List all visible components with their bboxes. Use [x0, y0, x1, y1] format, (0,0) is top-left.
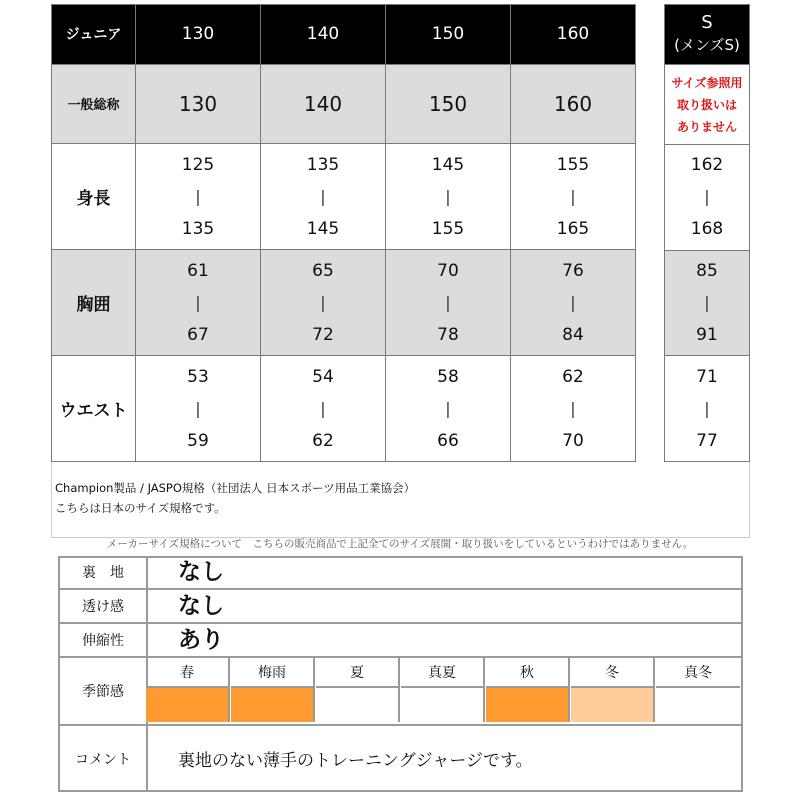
comment-row — [60, 724, 741, 792]
comment-label: コメント — [60, 726, 148, 792]
season-cell-5 — [571, 658, 655, 722]
sheer-label: 透け感 — [60, 590, 148, 622]
waist-cell-140: 54 | 62 — [261, 356, 386, 462]
chest-cell-140: 65 | 72 — [261, 250, 386, 356]
note-line-2: こちらは日本のサイズ規格です。 — [55, 501, 226, 515]
season-fill — [146, 688, 228, 722]
size-header-row — [52, 5, 636, 65]
height-label: 身長 — [52, 144, 136, 250]
season-cell-1 — [231, 658, 315, 722]
season-cell-3 — [401, 658, 485, 722]
season-fill — [571, 688, 653, 722]
size-disclaimer: メーカーサイズ規格について こちらの販売商品で上記全てのサイズ展開・取り扱いをしているというわけではありません。 — [106, 538, 694, 550]
mens-size-column — [664, 4, 750, 462]
height-cell-160: 155 | 165 — [511, 144, 636, 250]
chest-row — [52, 250, 636, 356]
size-standard-note — [51, 462, 750, 538]
stretch-value: あり — [178, 627, 224, 653]
season-cell-2 — [316, 658, 400, 722]
height-cell-140: 135 | 145 — [261, 144, 386, 250]
size-160: 160 — [511, 5, 636, 65]
sheer-value: なし — [178, 593, 224, 619]
lining-label: 裏 地 — [60, 556, 148, 588]
general-size-row — [52, 64, 636, 144]
size-table — [51, 4, 636, 462]
junior-label: ジュニア — [52, 5, 136, 65]
note-line-1: Champion製品 / JASPO規格（社団法人 日本スポーツ用品工業協会） — [55, 481, 416, 495]
chest-label: 胸囲 — [52, 250, 136, 356]
lining-row — [60, 556, 741, 588]
season-name: 春 — [146, 658, 228, 688]
stretch-label: 伸縮性 — [60, 624, 148, 656]
waist-label: ウエスト — [52, 356, 136, 462]
height-cell-130: 125 | 135 — [136, 144, 261, 250]
season-cell-6 — [656, 658, 740, 722]
mens-size-notice: サイズ参照用 取り扱いは ありません — [665, 64, 750, 144]
sheer-row — [60, 588, 741, 622]
waist-row — [52, 356, 636, 462]
waist-cell-150: 58 | 66 — [386, 356, 511, 462]
season-cell-4 — [486, 658, 570, 722]
lining-value: なし — [178, 559, 224, 585]
season-fill — [486, 688, 568, 722]
height-cell-150: 145 | 155 — [386, 144, 511, 250]
season-name: 冬 — [571, 658, 653, 688]
season-fill — [401, 688, 483, 722]
mens-height-cell: 162 | 168 — [665, 145, 750, 251]
season-name: 真冬 — [656, 658, 740, 688]
general-label: 一般総称 — [52, 64, 136, 144]
height-row — [52, 144, 636, 250]
season-fill — [316, 688, 398, 722]
stretch-row — [60, 622, 741, 656]
season-name: 秋 — [486, 658, 568, 688]
season-name: 夏 — [316, 658, 398, 688]
chest-cell-130: 61 | 67 — [136, 250, 261, 356]
season-fill — [231, 688, 313, 722]
season-fill — [656, 688, 740, 722]
size-140: 140 — [261, 5, 386, 65]
mens-size-header: S (メンズS) — [665, 5, 750, 65]
comment-value: 裏地のない薄手のトレーニングジャージです。 — [178, 751, 533, 771]
chest-cell-150: 70 | 78 — [386, 250, 511, 356]
size-130: 130 — [136, 5, 261, 65]
waist-cell-130: 53 | 59 — [136, 356, 261, 462]
general-140: 140 — [261, 64, 386, 144]
season-row — [60, 656, 741, 724]
size-150: 150 — [386, 5, 511, 65]
season-label: 季節感 — [60, 658, 148, 724]
season-cell-0 — [146, 658, 230, 722]
mens-waist-cell: 71 | 77 — [665, 356, 750, 462]
general-150: 150 — [386, 64, 511, 144]
general-160: 160 — [511, 64, 636, 144]
season-name: 真夏 — [401, 658, 483, 688]
waist-cell-160: 62 | 70 — [511, 356, 636, 462]
spec-table — [58, 556, 743, 792]
general-130: 130 — [136, 64, 261, 144]
season-name: 梅雨 — [231, 658, 313, 688]
chest-cell-160: 76 | 84 — [511, 250, 636, 356]
mens-chest-cell: 85 | 91 — [665, 250, 750, 356]
